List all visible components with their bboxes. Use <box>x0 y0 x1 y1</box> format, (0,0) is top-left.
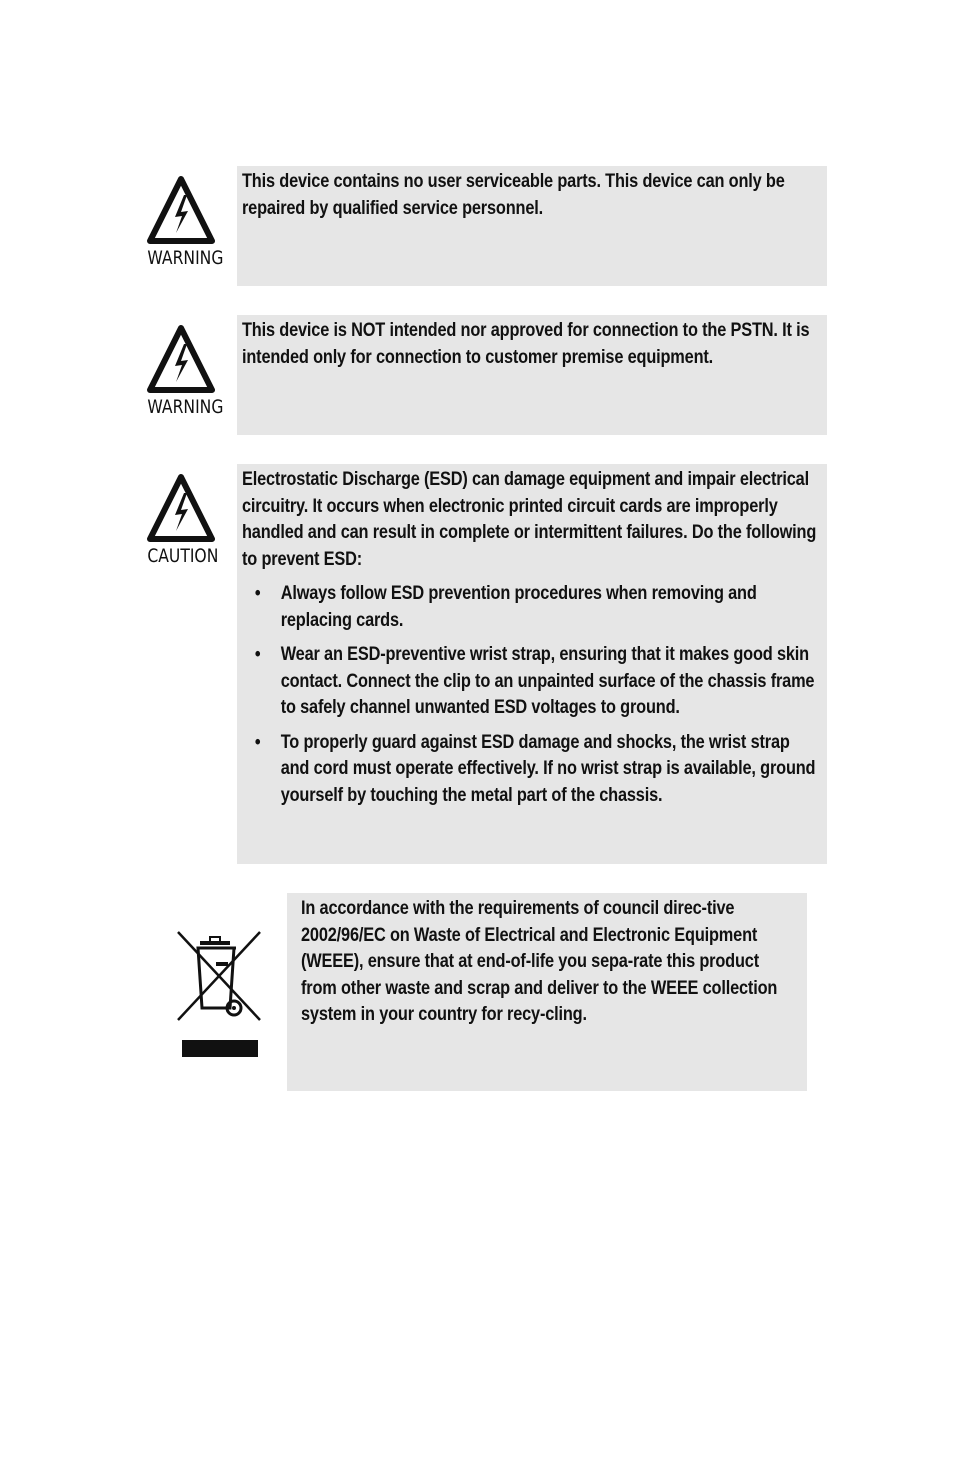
caution-text: Electrostatic Discharge (ESD) can damage equipment and impair electrical circuitry. It occurs when electronic printed circuit cards are improperly handled and can result in complete or intermittent failures. Do the following to prevent ESD: <box>242 469 817 570</box>
lightning-warning-triangle-icon <box>146 175 216 245</box>
esd-prevention-list <box>242 581 820 809</box>
weee-text: In accordance with the requirements of council direc-tive 2002/96/EC on Waste of Electrical and Electronic Equipment (WEEE), ensure that at end-of-life you sepa-rate this product from other waste and scrap and deliver to the WEEE collection system in your country for recy-cling. <box>301 898 778 1025</box>
list-item: • To properly guard against ESD damage and shocks, the wrist strap and cord must operate effectively. If no wrist strap is available, ground yourself by touching the metal part of the chassis. <box>254 731 816 806</box>
weee-box <box>287 893 807 1091</box>
warning-label: WARNING <box>147 396 224 418</box>
warning-text: This device contains no user serviceable parts. This device can only be repaired by qualified service personnel. <box>242 171 785 219</box>
caution-icon-group <box>140 473 222 567</box>
lightning-warning-triangle-icon <box>146 473 216 543</box>
list-item: • Wear an ESD-preventive wrist strap, ensuring that it makes good skin contact. Connect the clip to an unpainted surface of the chassis frame to safely channel unwanted ESD voltages to ground. <box>254 644 815 718</box>
warning-text: This device is NOT intended nor approved for connection to the PSTN. It is intended only for connection to customer premise equipment. <box>242 320 810 368</box>
warning-label: WARNING <box>147 247 224 269</box>
warning-box <box>237 315 827 435</box>
warning-icon-group <box>140 324 222 418</box>
crossed-out-wheelie-bin-icon <box>172 928 266 1060</box>
caution-label: CAUTION <box>147 545 219 567</box>
weee-icon-group <box>172 928 266 1060</box>
warning-icon-group <box>140 175 222 269</box>
list-item: • Always follow ESD prevention procedures when removing and replacing cards. <box>254 583 757 631</box>
caution-box <box>237 464 827 864</box>
warning-box <box>237 166 827 286</box>
lightning-warning-triangle-icon <box>146 324 216 394</box>
